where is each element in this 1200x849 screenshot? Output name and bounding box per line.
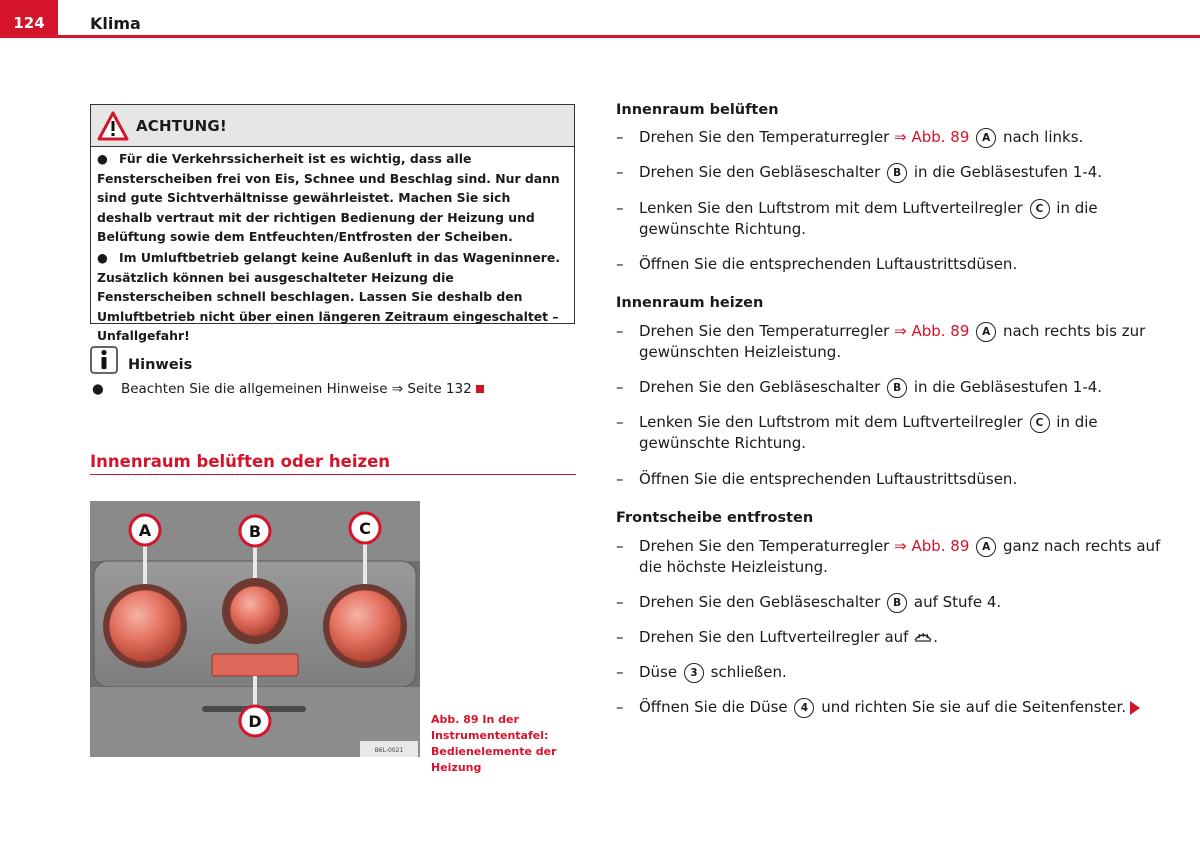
defrost-windshield-icon	[913, 628, 933, 644]
figure-reference: ⇒ Abb. 89	[894, 322, 970, 340]
list-item: – Drehen Sie den Temperaturregler ⇒ Abb. 89 A nach links.	[616, 128, 1084, 146]
end-marker-icon	[476, 385, 484, 393]
warning-title: ACHTUNG!	[136, 117, 227, 135]
list-item: – Drehen Sie den Luftverteilregler auf .	[616, 628, 939, 646]
figure-label-c: C	[359, 519, 371, 538]
figure-label-b: B	[248, 522, 262, 541]
subheading-heizen: Innenraum heizen	[616, 295, 764, 311]
figure-code: B6L-0021	[374, 747, 404, 754]
subheading-belueften: Innenraum belüften	[616, 102, 779, 118]
figure-reference: ⇒ Abb. 89	[894, 128, 970, 146]
heating-controls-figure	[90, 501, 420, 757]
list-item: – Lenken Sie den Luftstrom mit dem Luftverteilregler C in die gewünschte Richtung.	[616, 199, 1098, 238]
info-icon	[90, 346, 118, 374]
section-heading: Innenraum belüften oder heizen	[90, 452, 391, 471]
continue-arrow-icon	[1130, 701, 1140, 715]
header-rule	[58, 35, 1200, 38]
warning-box	[90, 104, 575, 343]
list-item: – Drehen Sie den Gebläseschalter B in die Gebläsestufen 1-4.	[616, 378, 1103, 396]
list-item: – Drehen Sie den Temperaturregler ⇒ Abb. 89 A ganz nach rechts auf die höchste Heizleistung.	[616, 537, 1161, 576]
list-item: – Öffnen Sie die Düse 4 und richten Sie sie auf die Seitenfenster.	[616, 697, 1176, 718]
warning-bullet-2: ● Im Umluftbetrieb gelangt keine Außenluft in das Wageninnere. Zusätzlich können bei ausgeschalteter Heizung die Fensterscheiben schnell beschlagen. Lassen Sie deshalb den Umluftbetrieb nicht über einen längeren Zeitraum eingeschaltet – Unfallgefahr!	[97, 250, 560, 343]
warning-triangle-icon	[97, 111, 129, 141]
list-item: – Drehen Sie den Gebläseschalter B in die Gebläsestufen 1-4.	[616, 163, 1103, 181]
list-item: – Drehen Sie den Temperaturregler ⇒ Abb. 89 A nach rechts bis zur gewünschten Heizleistung.	[616, 322, 1146, 361]
list-item: – Drehen Sie den Gebläseschalter B auf Stufe 4.	[616, 593, 1002, 611]
figure-caption: Abb. 89 In der Instrumententafel: Bedienelemente der Heizung	[431, 713, 557, 774]
section-rule	[90, 474, 576, 475]
hinweis-text: ● Beachten Sie die allgemeinen Hinweise ⇒ Seite 132	[92, 381, 484, 397]
page-number: 124	[13, 14, 45, 32]
list-item: – Öffnen Sie die entsprechenden Luftaustrittsdüsen.	[616, 255, 1018, 273]
subheading-entfrosten: Frontscheibe entfrosten	[616, 510, 814, 526]
list-item: – Düse 3 schließen.	[616, 663, 787, 681]
list-item: – Öffnen Sie die entsprechenden Luftaustrittsdüsen.	[616, 470, 1018, 488]
chapter-title: Klima	[90, 14, 141, 33]
list-item: – Lenken Sie den Luftstrom mit dem Luftverteilregler C in die gewünschte Richtung.	[616, 413, 1098, 452]
warning-header	[91, 105, 574, 147]
figure-reference: ⇒ Abb. 89	[894, 537, 970, 555]
warning-bullet-1: ● Für die Verkehrssicherheit ist es wichtig, dass alle Fensterscheiben frei von Eis, Schnee und Beschlag sind. Nur dann sind gute Sichtverhältnisse gewährleistet. Machen Sie sich deshalb vertraut mit der richtigen Bedienung der Heizung und Belüftung sowie dem Entfeuchten/Entfrosten der Scheiben.	[97, 151, 560, 244]
figure-label-d: D	[248, 712, 262, 731]
hinweis-title: Hinweis	[128, 357, 193, 373]
figure-label-a: A	[138, 521, 152, 540]
